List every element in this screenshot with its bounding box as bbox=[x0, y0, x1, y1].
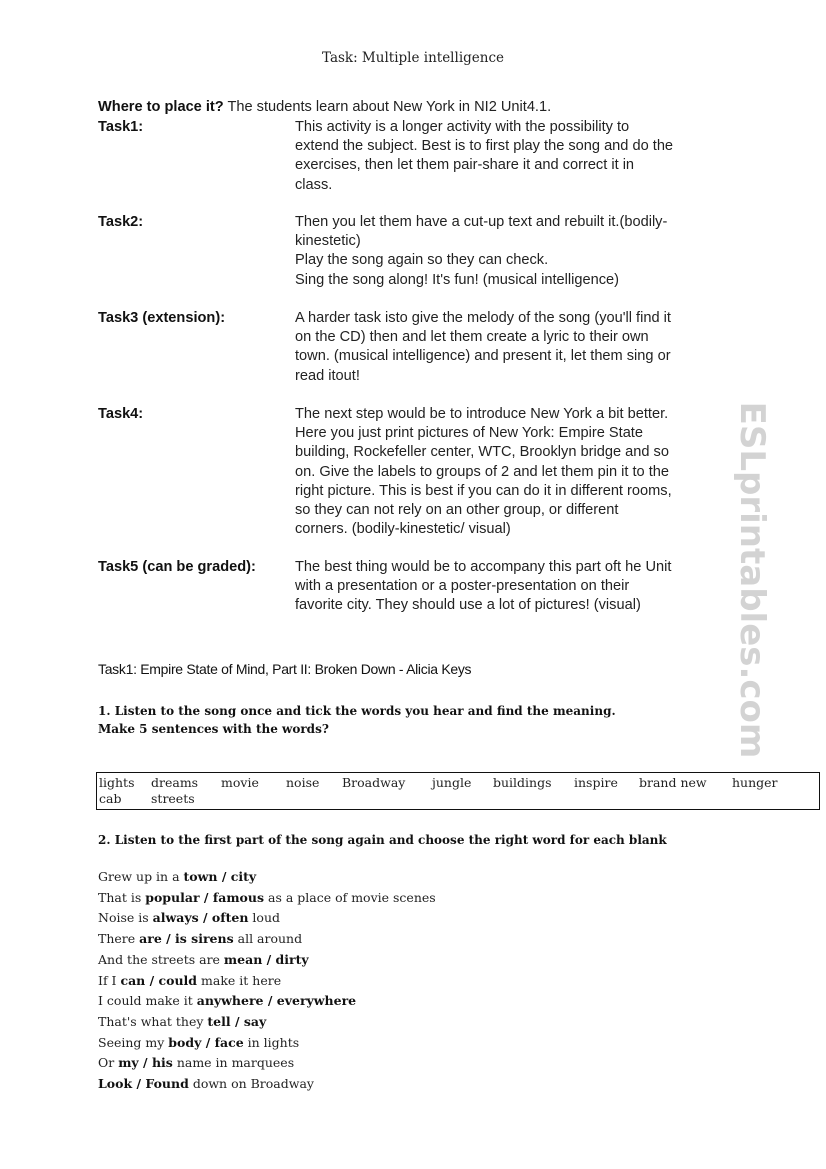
task-line: right picture. This is best if you can do it in different rooms, bbox=[295, 482, 672, 499]
task-label: Task5 (can be graded): bbox=[98, 559, 256, 575]
task-line: so they can not rely on an other group, or different bbox=[295, 502, 619, 519]
lyric-line bbox=[98, 991, 436, 1012]
lyric-text: Or bbox=[98, 1055, 119, 1071]
word-choice: are / is sirens bbox=[139, 931, 234, 947]
lyric-line bbox=[98, 1033, 436, 1054]
word-choice: tell / say bbox=[207, 1013, 267, 1029]
task-line: on. Give the labels to groups of 2 and let them pin it to the bbox=[295, 463, 669, 480]
lyric-text: Grew up in a bbox=[98, 869, 184, 884]
exercise-1-line: 1. Listen to the song once and tick the words you hear and find the meaning. bbox=[98, 704, 616, 718]
word-choice: always / often bbox=[152, 910, 249, 926]
word-choice: body / face bbox=[168, 1034, 244, 1050]
lyric-line bbox=[98, 929, 436, 950]
task-line: favorite city. They should use a lot of pictures! (visual) bbox=[295, 597, 641, 614]
word-bank-item: lights bbox=[99, 775, 135, 790]
task-label: Task4: bbox=[98, 406, 144, 422]
word-bank-item: noise bbox=[286, 775, 320, 790]
task-line: town. (musical intelligence) and present it, let them sing or bbox=[295, 348, 671, 365]
lyric-text: as a place of movie scenes bbox=[264, 889, 436, 905]
lyric-text: There bbox=[98, 931, 140, 947]
lyric-text: loud bbox=[248, 910, 281, 926]
task-label: Task3 (extension): bbox=[98, 310, 226, 326]
lyric-text: If I bbox=[98, 972, 121, 988]
lyric-text: Noise is bbox=[98, 910, 153, 926]
task-line: corners. (bodily-kinestetic/ visual) bbox=[295, 521, 511, 538]
task-line: extend the subject. Best is to first play the song and do the bbox=[295, 138, 674, 155]
lyric-line bbox=[98, 908, 436, 929]
word-bank-item: cab bbox=[99, 791, 122, 806]
exercise-1-line: Make 5 sentences with the words? bbox=[98, 722, 329, 736]
placement-text: The students learn about New York in NI2 Unit4.1. bbox=[223, 99, 552, 115]
placement-label: Where to place it? bbox=[98, 99, 224, 115]
lyric-text: That is bbox=[98, 889, 146, 905]
task-line: exercises, then let them pair-share it and correct it in bbox=[295, 157, 635, 174]
word-bank-item: inspire bbox=[574, 775, 618, 790]
task-line: with a presentation or a poster-presentation on their bbox=[295, 578, 630, 595]
word-choice: anywhere / everywhere bbox=[196, 993, 357, 1009]
watermark: ESLprintables.com bbox=[732, 401, 772, 759]
lyric-line bbox=[98, 950, 436, 971]
lyric-text: make it here bbox=[197, 972, 282, 988]
lyric-line bbox=[98, 1074, 436, 1095]
lyric-text: down on Broadway bbox=[188, 1076, 314, 1092]
word-bank bbox=[96, 772, 820, 810]
task-line: This activity is a longer activity with the possibility to bbox=[295, 119, 630, 135]
lyric-text: Seeing my bbox=[98, 1034, 169, 1050]
task-description bbox=[295, 558, 745, 616]
task-description bbox=[295, 118, 745, 195]
lyrics-exercise bbox=[98, 867, 436, 1095]
lyric-line bbox=[98, 1053, 436, 1074]
word-choice: my / his bbox=[118, 1055, 173, 1071]
task-line: Here you just print pictures of New York: Empire State bbox=[295, 425, 643, 442]
lyric-text: That's what they bbox=[98, 1013, 208, 1029]
lyric-line bbox=[98, 888, 436, 909]
exercise-1-instruction bbox=[98, 702, 616, 738]
word-bank-item: streets bbox=[151, 791, 195, 806]
task-description bbox=[295, 309, 745, 386]
word-bank-item: Broadway bbox=[342, 775, 406, 790]
task-line: on the CD) then and let them create a lyric to their own bbox=[295, 329, 649, 346]
task-line: The best thing would be to accompany this part oft he Unit bbox=[295, 559, 672, 575]
word-choice: popular / famous bbox=[145, 889, 265, 905]
task-description bbox=[295, 213, 745, 290]
task-line: read itout! bbox=[295, 367, 360, 384]
lyric-text: And the streets are bbox=[98, 951, 224, 967]
word-bank-item: brand new bbox=[639, 775, 707, 790]
word-bank-item: movie bbox=[221, 775, 259, 790]
lyric-line bbox=[98, 971, 436, 992]
word-choice: Look / Found bbox=[98, 1076, 189, 1092]
task-label: Task1: bbox=[98, 119, 144, 135]
lyric-text: name in marquees bbox=[172, 1055, 295, 1071]
page-title: Task: Multiple intelligence bbox=[321, 50, 505, 66]
lyric-line bbox=[98, 867, 436, 888]
task-line: Then you let them have a cut-up text and rebuilt it.(bodily- bbox=[295, 214, 668, 230]
placement-info bbox=[98, 98, 551, 117]
task-label: Task2: bbox=[98, 214, 144, 230]
song-section-title: Task1: Empire State of Mind, Part II: Broken Down - Alicia Keys bbox=[98, 661, 472, 677]
word-choice: can / could bbox=[120, 972, 198, 988]
task-line: The next step would be to introduce New York a bit better. bbox=[295, 406, 669, 422]
lyric-line bbox=[98, 1012, 436, 1033]
lyric-text: all around bbox=[233, 931, 303, 947]
task-description bbox=[295, 405, 745, 539]
word-choice: mean / dirty bbox=[223, 951, 309, 967]
exercise-2-instruction: 2. Listen to the first part of the song again and choose the right word for each blank bbox=[98, 833, 667, 847]
task-line: class. bbox=[295, 176, 333, 193]
task-line: A harder task isto give the melody of the song (you'll find it bbox=[295, 310, 671, 326]
task-line: building, Rockefeller center, WTC, Brooklyn bridge and so bbox=[295, 444, 669, 461]
word-bank-item: buildings bbox=[493, 775, 552, 790]
task-line: Play the song again so they can check. bbox=[295, 252, 549, 269]
lyric-text: in lights bbox=[243, 1034, 300, 1050]
word-bank-item: hunger bbox=[732, 775, 778, 790]
word-bank-item: dreams bbox=[151, 775, 199, 790]
task-line: kinestetic) bbox=[295, 233, 361, 250]
lyric-text: I could make it bbox=[98, 993, 197, 1009]
task-line: Sing the song along! It's fun! (musical intelligence) bbox=[295, 271, 620, 288]
word-bank-item: jungle bbox=[432, 775, 472, 790]
word-choice: town / city bbox=[183, 869, 257, 884]
